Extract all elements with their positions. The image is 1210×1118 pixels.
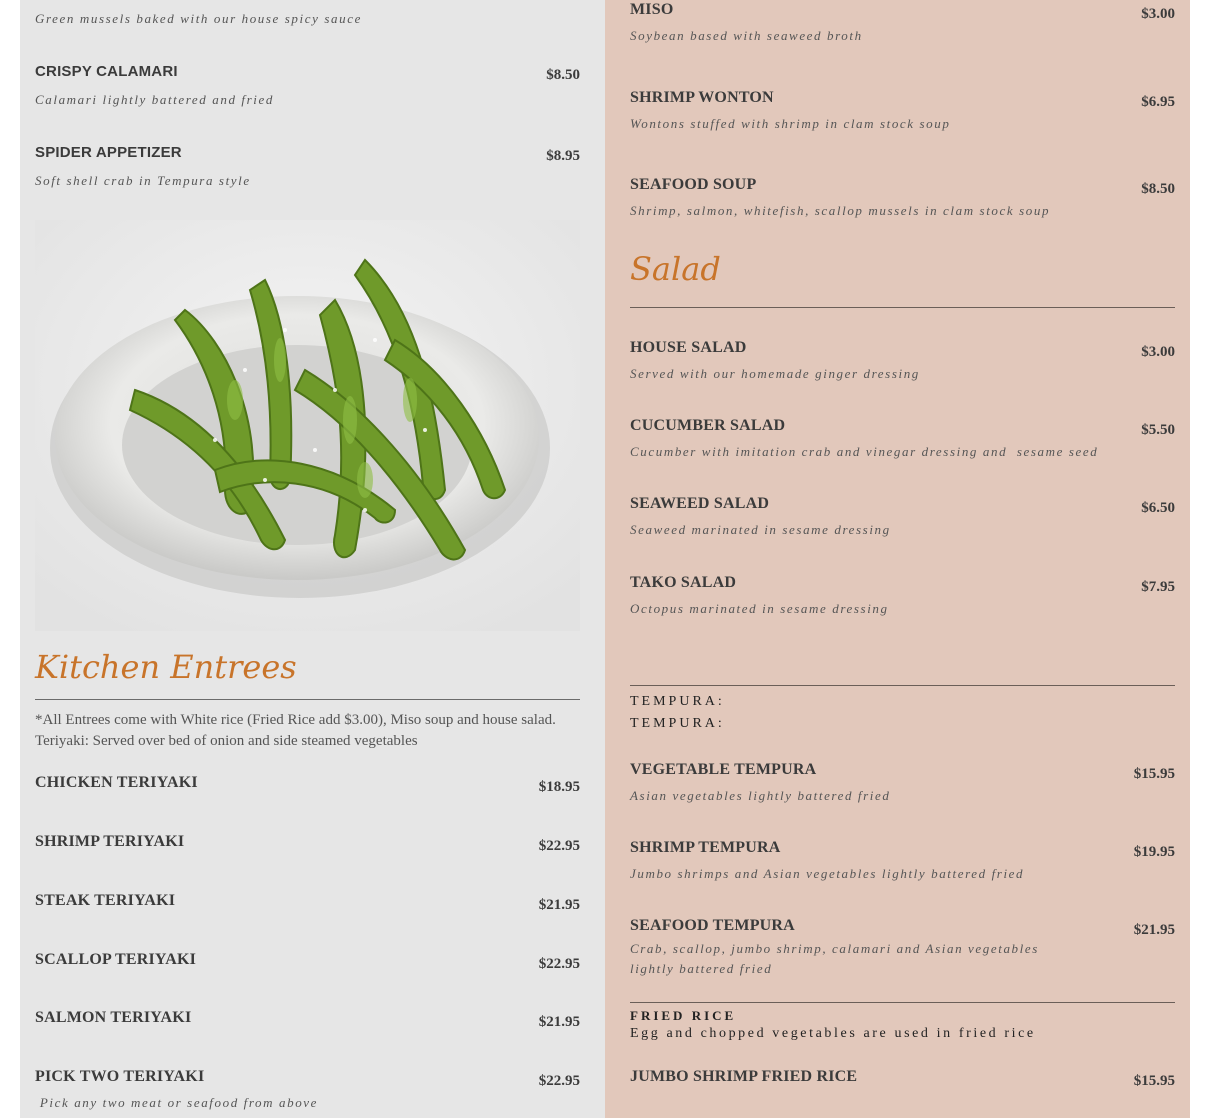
item-price-shrimp-wonton: $6.95: [1141, 94, 1175, 110]
edamame-photo: [35, 220, 580, 631]
item-price-jumbo-shrimp-fried-rice: $15.95: [1133, 1073, 1175, 1089]
item-name-shrimp-teriyaki: SHRIMP TERIYAKI: [35, 833, 185, 850]
fried-rice-subtitle: Egg and chopped vegetables are used in fried rice: [630, 1026, 1036, 1041]
section-heading-salad: Salad: [630, 250, 721, 288]
item-price-house-salad: $3.00: [1141, 344, 1175, 360]
item-price-tako-salad: $7.95: [1141, 579, 1175, 595]
item-name-seaweed-salad: SEAWEED SALAD: [630, 495, 770, 512]
item-price-seaweed-salad: $6.50: [1141, 500, 1175, 516]
item-desc-cucumber-salad: Cucumber with imitation crab and vinegar dressing and sesame seed: [630, 444, 1099, 459]
item-desc-miso: Soybean based with seaweed broth: [630, 28, 863, 43]
item-price-shrimp-teriyaki: $22.95: [538, 838, 580, 854]
item-price-pick-two-teriyaki: $22.95: [538, 1073, 580, 1089]
item-name-crispy-calamari: CRISPY CALAMARI: [35, 63, 178, 80]
item-desc-crispy-calamari: Calamari lightly battered and fried: [35, 92, 274, 107]
item-name-vegetable-tempura: VEGETABLE TEMPURA: [630, 761, 817, 778]
item-name-house-salad: HOUSE SALAD: [630, 339, 747, 356]
item-price-spider-appetizer: $8.95: [546, 148, 580, 164]
tempura-divider: [630, 685, 1175, 686]
tempura-label-2: TEMPURA:: [630, 716, 725, 731]
edamame-bowl-icon: [35, 220, 580, 631]
item-name-pick-two-teriyaki: PICK TWO TERIYAKI: [35, 1068, 205, 1085]
item-desc-shrimp-tempura: Jumbo shrimps and Asian vegetables lightly battered fried: [630, 866, 1025, 881]
item-desc-seafood-tempura-line1: Crab, scallop, jumbo shrimp, calamari and Asian vegetables: [630, 941, 1039, 956]
item-desc-seafood-tempura-line2: lightly battered fried: [630, 961, 773, 976]
item-price-scallop-teriyaki: $22.95: [538, 956, 580, 972]
item-price-vegetable-tempura: $15.95: [1133, 766, 1175, 782]
item-desc-spider-appetizer: Soft shell crab in Tempura style: [35, 173, 251, 188]
item-name-steak-teriyaki: STEAK TERIYAKI: [35, 892, 176, 909]
item-name-jumbo-shrimp-fried-rice: JUMBO SHRIMP FRIED RICE: [630, 1068, 858, 1085]
kitchen-note-line2: Teriyaki: Served over bed of onion and side steamed vegetables: [35, 733, 418, 749]
item-name-spider-appetizer: SPIDER APPETIZER: [35, 144, 182, 161]
item-name-chicken-teriyaki: CHICKEN TERIYAKI: [35, 774, 198, 791]
item-name-salmon-teriyaki: SALMON TERIYAKI: [35, 1009, 192, 1026]
item-desc-top-cut: Green mussels baked with our house spicy sauce: [35, 11, 362, 26]
item-price-steak-teriyaki: $21.95: [538, 897, 580, 913]
section-heading-kitchen-entrees: Kitchen Entrees: [35, 648, 297, 686]
item-desc-shrimp-wonton: Wontons stuffed with shrimp in clam stock soup: [630, 116, 951, 131]
item-desc-vegetable-tempura: Asian vegetables lightly battered fried: [630, 788, 891, 803]
item-name-cucumber-salad: CUCUMBER SALAD: [630, 417, 786, 434]
item-desc-seaweed-salad: Seaweed marinated in sesame dressing: [630, 522, 891, 537]
fried-rice-divider: [630, 1002, 1175, 1003]
item-price-crispy-calamari: $8.50: [546, 67, 580, 83]
kitchen-note-line1: *All Entrees come with White rice (Fried Rice add $3.00), Miso soup and house salad.: [35, 712, 556, 728]
item-price-chicken-teriyaki: $18.95: [538, 779, 580, 795]
item-name-scallop-teriyaki: SCALLOP TERIYAKI: [35, 951, 197, 968]
item-price-salmon-teriyaki: $21.95: [538, 1014, 580, 1030]
item-name-miso: MISO: [630, 1, 674, 18]
tempura-label-1: TEMPURA:: [630, 694, 725, 709]
item-desc-house-salad: Served with our homemade ginger dressing: [630, 366, 920, 381]
item-price-cucumber-salad: $5.50: [1141, 422, 1175, 438]
item-name-seafood-soup: SEAFOOD SOUP: [630, 176, 757, 193]
item-price-seafood-tempura: $21.95: [1133, 922, 1175, 938]
item-desc-seafood-soup: Shrimp, salmon, whitefish, scallop mussels in clam stock soup: [630, 203, 1051, 218]
item-name-seafood-tempura: SEAFOOD TEMPURA: [630, 917, 795, 934]
kitchen-divider: [35, 699, 580, 700]
item-name-shrimp-tempura: SHRIMP TEMPURA: [630, 839, 781, 856]
item-name-shrimp-wonton: SHRIMP WONTON: [630, 89, 774, 106]
item-name-tako-salad: TAKO SALAD: [630, 574, 737, 591]
salad-divider: [630, 307, 1175, 308]
fried-rice-label: FRIED RICE: [630, 1008, 737, 1023]
item-price-seafood-soup: $8.50: [1141, 181, 1175, 197]
item-price-shrimp-tempura: $19.95: [1133, 844, 1175, 860]
item-desc-pick-two-teriyaki: Pick any two meat or seafood from above: [35, 1095, 319, 1110]
item-desc-tako-salad: Octopus marinated in sesame dressing: [630, 601, 889, 616]
item-price-miso: $3.00: [1141, 6, 1175, 22]
